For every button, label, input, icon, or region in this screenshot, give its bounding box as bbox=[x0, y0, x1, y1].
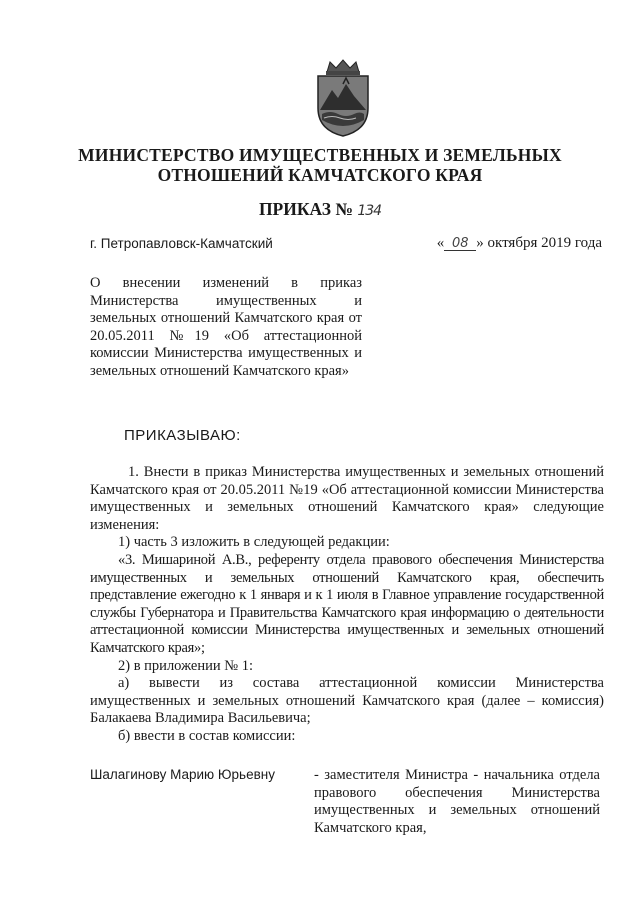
member-position: - заместителя Министра - начальника отдела правового обеспечения Министерства имущественных и земельных отношений Камчатского края, bbox=[314, 767, 600, 836]
paragraph-2b: б) ввести в состав комиссии: bbox=[118, 727, 296, 744]
date-quote-open: « bbox=[436, 235, 445, 251]
date-day: 08 bbox=[444, 237, 476, 251]
order-title bbox=[0, 199, 640, 220]
paragraph-1-1: 1) часть 3 изложить в следующей редакции: bbox=[118, 534, 390, 551]
paragraph-2a: а) вывести из состава аттестационной комиссии Министерства имущественных и земельных отношений Камчатского края (далее – комиссия) Балакаева Владимира Васильевича; bbox=[90, 675, 604, 727]
member-name: Шалагинову Марию Юрьевну bbox=[90, 767, 275, 782]
coat-of-arms-icon bbox=[310, 58, 376, 138]
paragraph-1: 1. Внести в приказ Министерства имущественных и земельных отношений Камчатского края от 20.05.2011 №19 «Об аттестационной комиссии Министерства имущественных и земельных отношений Камчатского края» следующие изменения: bbox=[90, 464, 604, 533]
order-number: 134 bbox=[357, 203, 382, 219]
ministry-title-line2: ОТНОШЕНИЙ КАМЧАТСКОГО КРАЯ bbox=[157, 165, 483, 185]
order-label: ПРИКАЗ № bbox=[258, 199, 353, 219]
order-subject: О внесении изменений в приказ Министерства имущественных и земельных отношений Камчатского края от 20.05.2011 №19 «Об аттестационной комиссии Министерства имущественных и земельных отношений Камчатского края» bbox=[90, 275, 362, 379]
city-line: г. Петропавловск-Камчатский bbox=[90, 236, 273, 251]
date-rest: » октября 2019 года bbox=[476, 235, 602, 251]
paragraph-quote-3: «3. Мишариной А.В., референту отдела правового обеспечения Министерства имущественных и земельных отношений Камчатского края, обеспечить представление ежегодно к 1 января и к 1 июля в Главное управление государственной службы Губернатора и Правительства Камчатского края информацию о деятельности аттестационной комиссии Министерства имущественных и земельных отношений Камчатского края»; bbox=[90, 551, 604, 656]
paragraph-2: 2) в приложении № 1: bbox=[118, 657, 253, 674]
date-line bbox=[437, 235, 602, 252]
order-directive-word: ПРИКАЗЫВАЮ: bbox=[124, 427, 241, 444]
ministry-title-line1: МИНИСТЕРСТВО ИМУЩЕСТВЕННЫХ И ЗЕМЕЛЬНЫХ bbox=[78, 145, 562, 165]
order-body bbox=[90, 464, 604, 746]
